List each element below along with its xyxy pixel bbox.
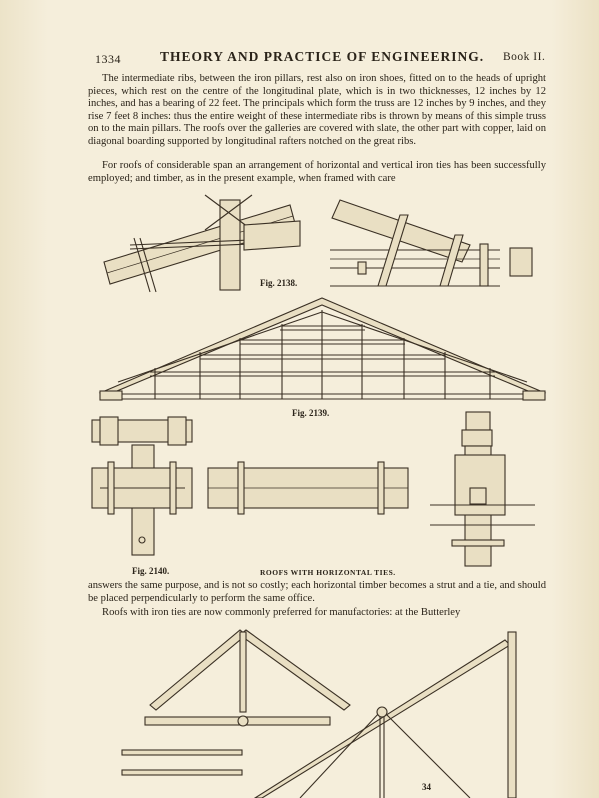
- fig-2138-right-joint: [330, 200, 532, 286]
- fig-2139-truss: [100, 298, 545, 400]
- fig-2138-caption: Fig. 2138.: [260, 278, 298, 288]
- fig-2140-title: ROOFS WITH HORIZONTAL TIES.: [260, 568, 396, 577]
- iron-tie-roof-figure: [122, 630, 516, 798]
- paragraph-iron-ties: Roofs with iron ties are now commonly preferred for manufactories: at the Butterley: [102, 607, 461, 618]
- fig-2140-details: [92, 412, 535, 566]
- paragraph-intermediate-ribs: The intermediate ribs, between the iron pillars, rest also on iron shoes, fitted on to the heads of upright pieces, which rest on the centre of the longitudinal plate, which is in two thicknesses, 12 inches by 12 inches, and has a bearing of 22 feet. The principals which form the truss are 12 inches by 9 inches, and they rise 7 feet 8 inches: thus the entire weight of these intermediate ribs is thrown by means of this simple truss on to the main pillars. The roofs over the galleries are covered with slate, the other part with copper, laid on diagonal boarding supported by longitudinal rafters notched on the great ribs.: [88, 73, 546, 147]
- fig-2139-caption: Fig. 2139.: [292, 408, 330, 418]
- bottom-mark: 34: [422, 782, 431, 792]
- paragraph-considerable-span: For roofs of considerable span an arrangement of horizontal and vertical iron ties has been successfully employed; and timber, as in the present example, when framed with care: [88, 160, 546, 184]
- fig-2140-caption: Fig. 2140.: [132, 566, 170, 576]
- page-number: 1334: [95, 52, 121, 66]
- paragraph-answers-purpose: answers the same purpose, and is not so costly; each horizontal timber becomes a strut and a tie, and should be placed perpendicularly to perform the same office.: [88, 580, 546, 604]
- running-title: THEORY AND PRACTICE OF ENGINEERING.: [160, 49, 485, 64]
- book-label: Book II.: [503, 51, 546, 63]
